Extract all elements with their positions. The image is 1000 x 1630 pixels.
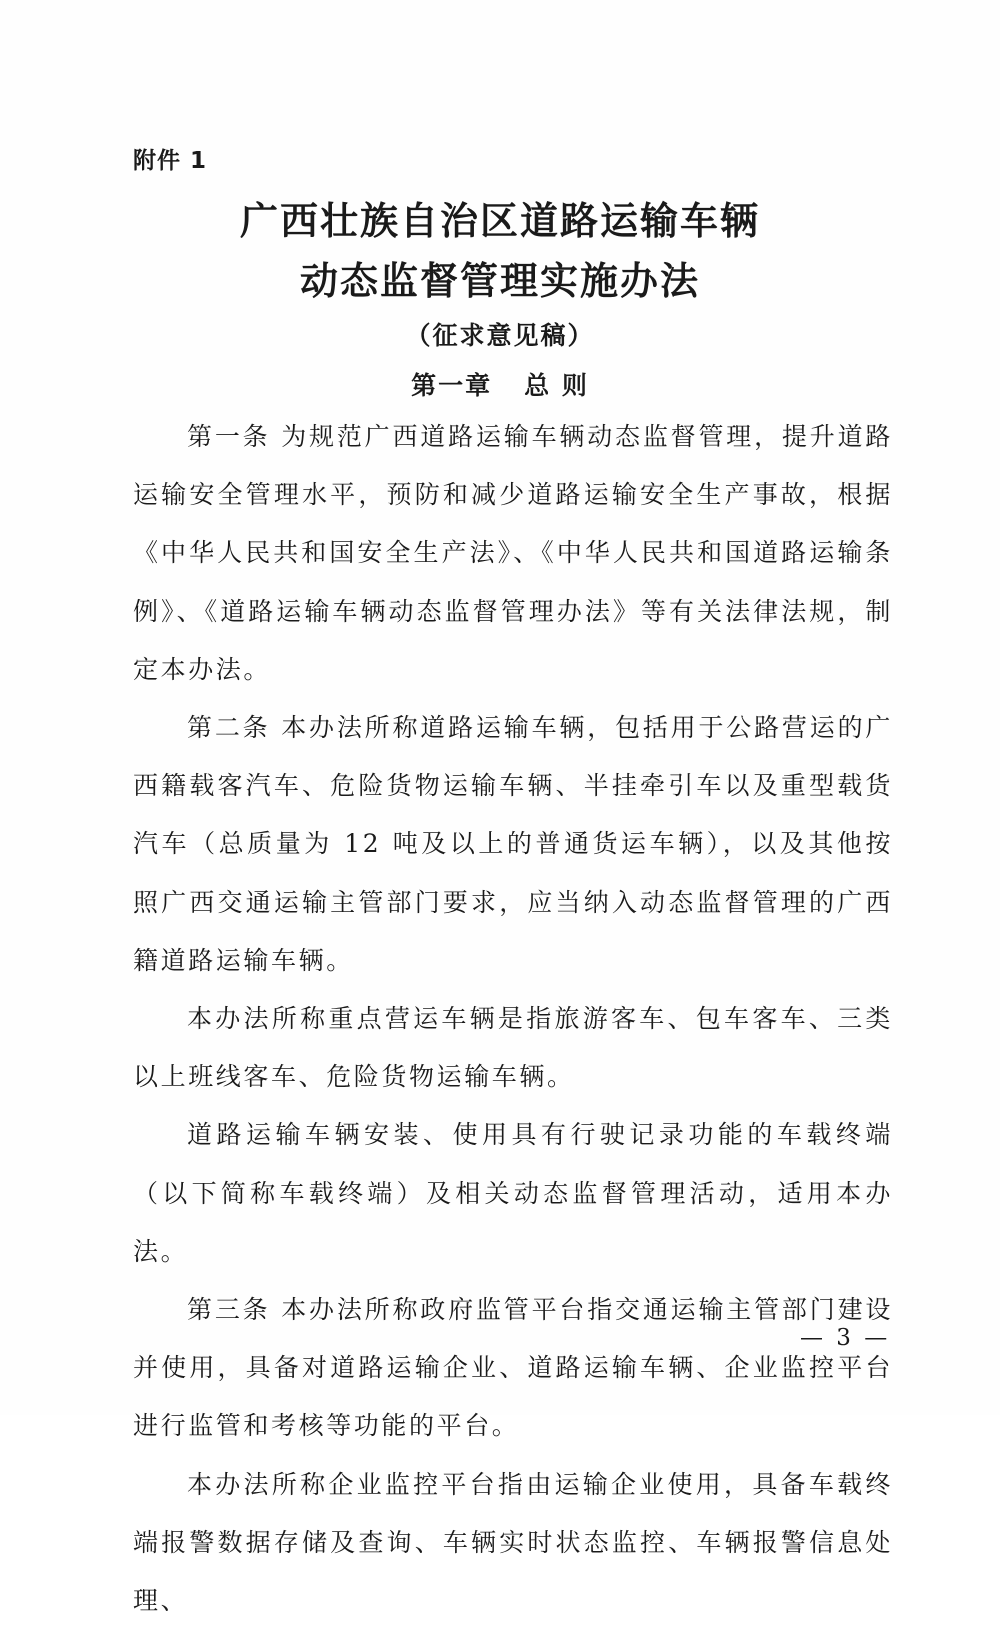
chapter-number: 第一章: [411, 371, 493, 400]
page-number: — 3 —: [800, 1325, 891, 1351]
paragraph: 本办法所称重点营运车辆是指旅游客车、包车客车、三类以上班线客车、危险货物运输车辆。: [133, 1004, 893, 1092]
paragraph: 第二条 本办法所称道路运输车辆，包括用于公路营运的广西籍载客汽车、危险货物运输车辆、半挂牵引车以及重型载货汽车（总质量为 12 吨及以上的普通货运车辆），以及其他按照广西交通运输主管部门要求，应当纳入动态监督管理的广西籍道路运输车辆。: [133, 713, 893, 975]
attachment-label: 附件 1: [133, 148, 208, 174]
document-title-line-1: 广西壮族自治区道路运输车辆: [239, 198, 760, 243]
document-body: [133, 408, 893, 1630]
chapter-name: 总 则: [524, 371, 589, 400]
paragraph: 第一条 为规范广西道路运输车辆动态监督管理，提升道路运输安全管理水平，预防和减少道路运输安全生产事故，根据《中华人民共和国安全生产法》、《中华人民共和国道路运输条例》、《道路运输车辆动态监督管理办法》等有关法律法规，制定本办法。: [133, 422, 893, 684]
document-title-line-2: 动态监督管理实施办法: [299, 258, 700, 303]
chapter-heading: [0, 366, 1000, 402]
draft-status-subtitle: （征求意见稿）: [405, 321, 595, 350]
paragraph: 道路运输车辆安装、使用具有行驶记录功能的车载终端（以下简称车载终端）及相关动态监督管理活动，适用本办法。: [133, 1120, 893, 1266]
paragraph: 第三条 本办法所称政府监管平台指交通运输主管部门建设并使用，具备对道路运输企业、道路运输车辆、企业监控平台进行监管和考核等功能的平台。: [133, 1295, 893, 1441]
paragraph: 本办法所称企业监控平台指由运输企业使用，具备车载终端报警数据存储及查询、车辆实时状态监控、车辆报警信息处理、: [133, 1469, 893, 1616]
